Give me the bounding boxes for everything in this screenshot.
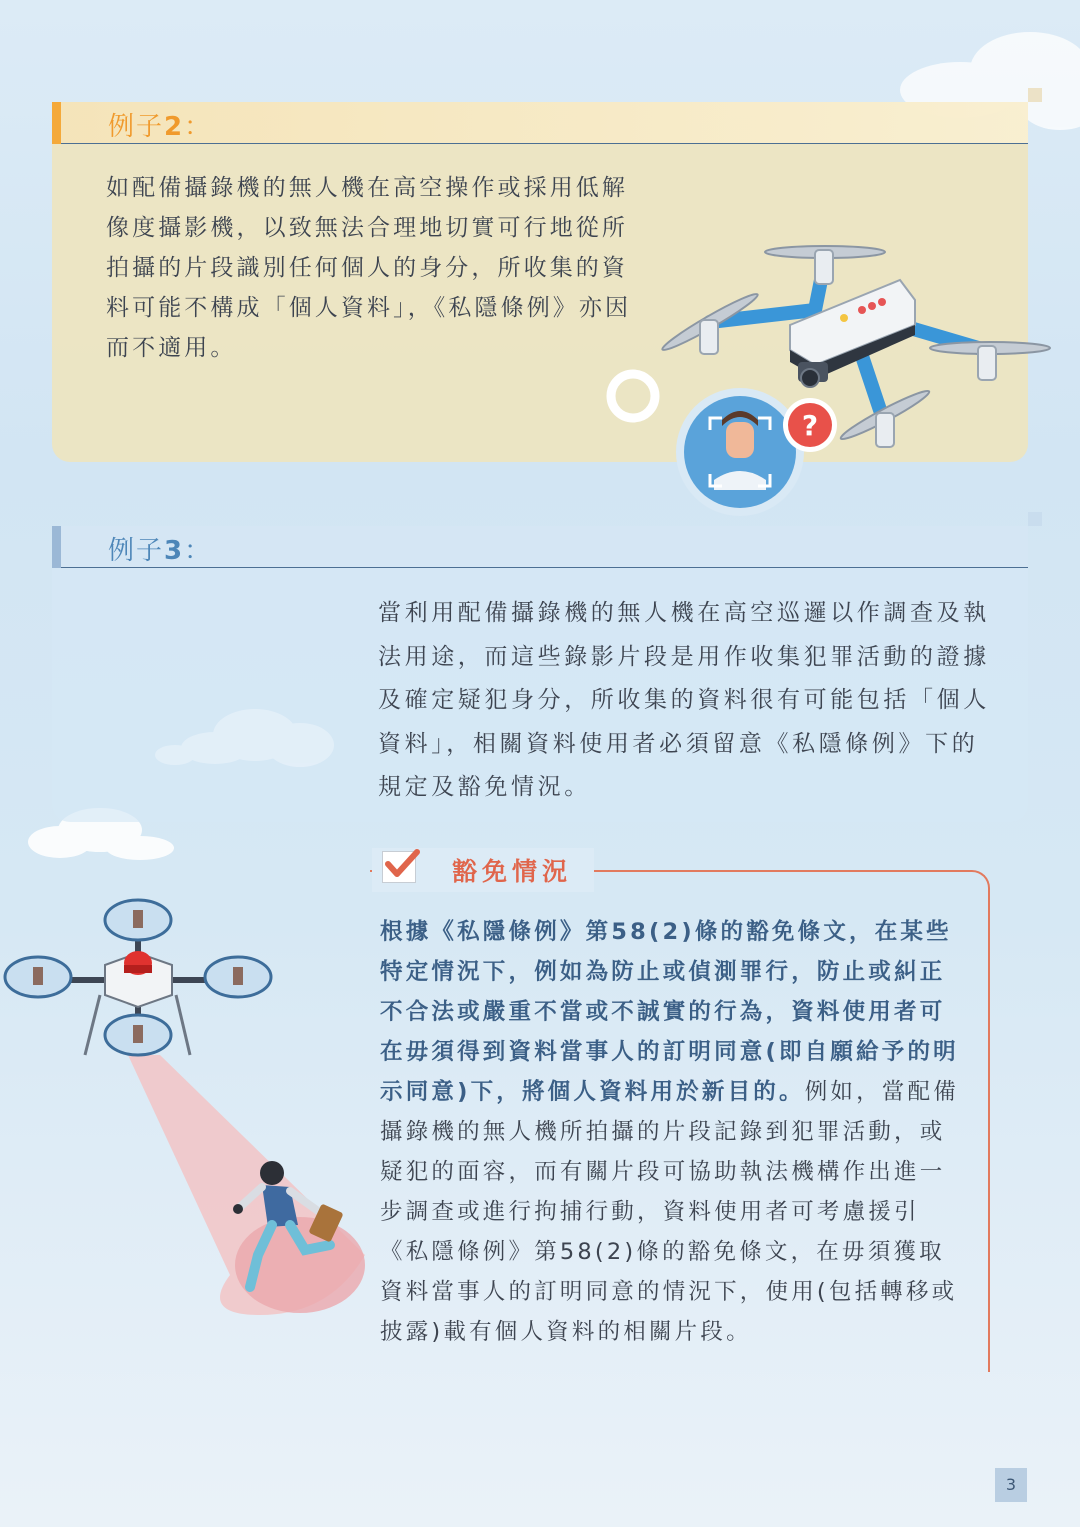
svg-text:?: ? [801,409,819,442]
question-mark-icon [783,398,837,452]
example-3-accent-bar [52,526,61,568]
example-2-accent-bar [52,102,61,144]
exemption-body [380,912,970,1352]
checkbox-icon [382,851,416,883]
example-2-body: 如配備攝錄機的無人機在高空操作或採用低解像度攝影機，以致無法合理地切實可行地從所拍攝的片段識別任何個人的身分，所收集的資料可能不構成「個人資料」，《私隱條例》亦因而不適用。 [106,175,632,361]
exemption-normal-text: 例如，當配備攝錄機的無人機所拍攝的片段記錄到犯罪活動，或疑犯的面容，而有關片段可協助執法機構作出進一步調查或進行拘捕行動，資料使用者可考慮援引《私隱條例》第58(2)條的豁免條文，在毋須獲取資料當事人的訂明同意的情況下，使用(包括轉移或披露)載有個人資料的相關片段。 [380,1079,959,1345]
example-3-body: 當利用配備攝錄機的無人機在高空巡邏以作調查及執法用途，而這些錄影片段是用作收集犯罪活動的證據及確定疑犯身分，所收集的資料很有可能包括「個人資料」，相關資料使用者必須留意《私隱條例》下的規定及豁免情況。 [378,600,990,800]
example-3-title: 例子3： [108,536,213,566]
example-2-title: 例子2： [108,112,213,142]
surveillance-drone-illustration [0,895,370,1320]
exemption-bold-text: 根據《私隱條例》第58(2)條的豁免條文，在某些特定情況下，例如為防止或偵測罪行，防止或糾正不合法或嚴重不當或不誠實的行為，資料使用者可在毋須得到資料當事人的訂明同意(即自願給予的明示同意)下，將個人資料用於新目的。 [380,919,959,1105]
page-number: 3 [995,1468,1027,1502]
exemption-title: 豁免情況 [452,857,573,886]
drone-illustration [600,230,1060,530]
